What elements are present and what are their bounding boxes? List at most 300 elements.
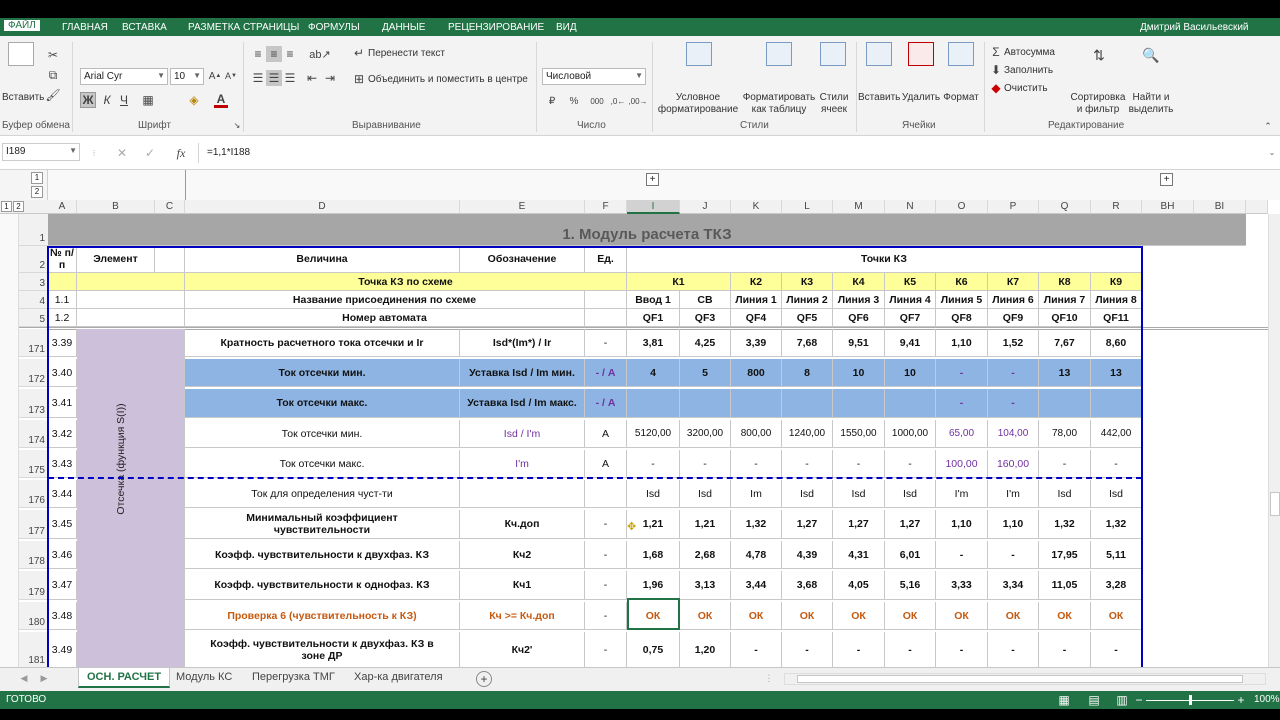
value-cell[interactable]: 1,68 <box>627 541 680 569</box>
row-label[interactable]: Кратность расчетного тока отсечки и Ir <box>185 329 460 357</box>
value-cell[interactable]: СВ <box>680 291 731 309</box>
currency-icon[interactable]: ₽ <box>548 95 556 107</box>
value-cell[interactable]: QF11 <box>1091 309 1142 327</box>
column-header[interactable]: C <box>155 200 185 214</box>
header-num[interactable]: № п/п <box>48 246 77 273</box>
value-cell[interactable]: 3,44 <box>731 571 782 600</box>
value-cell[interactable]: 5,11 <box>1091 541 1142 569</box>
conditional-format-button[interactable] <box>656 92 740 116</box>
point-header[interactable]: К6 <box>936 273 988 291</box>
value-cell[interactable]: QF9 <box>988 309 1039 327</box>
format-cells-icon[interactable] <box>948 42 974 66</box>
row-number[interactable]: 3.42 <box>48 420 77 448</box>
value-cell[interactable]: 3,39 <box>731 329 782 357</box>
value-cell[interactable]: 8 <box>782 359 833 387</box>
row-header[interactable]: 4 <box>19 291 48 309</box>
outline-col-level-2[interactable]: 2 <box>13 201 24 212</box>
value-cell[interactable]: 3,81 <box>627 329 680 357</box>
merge-icon[interactable]: ⊞ <box>353 72 365 86</box>
value-cell[interactable]: QF7 <box>885 309 936 327</box>
column-header[interactable]: BI <box>1194 200 1246 214</box>
value-cell[interactable]: Isd <box>885 480 936 508</box>
row-header[interactable]: 5 <box>19 309 48 327</box>
value-cell[interactable]: ОК <box>680 602 731 630</box>
value-cell[interactable]: 4,78 <box>731 541 782 569</box>
value-cell[interactable]: - <box>782 632 833 667</box>
format-cells-button[interactable]: Формат <box>943 92 979 103</box>
increase-font-icon[interactable]: A ▲ <box>208 70 222 82</box>
value-cell[interactable]: ОК <box>885 602 936 630</box>
value-cell[interactable]: 4 <box>627 359 680 387</box>
find-select-icon[interactable]: 🔍 <box>1142 46 1160 63</box>
copy-icon[interactable]: ⧉ <box>48 67 58 82</box>
row-unit[interactable]: - <box>585 632 627 667</box>
row-number[interactable]: 3.43 <box>48 450 77 478</box>
align-bottom-icon[interactable]: ≡ <box>286 47 294 61</box>
merge-center-button[interactable]: Объединить и поместить в центре <box>368 74 528 85</box>
value-cell[interactable]: ОК <box>936 602 988 630</box>
value-cell[interactable]: 17,95 <box>1039 541 1091 569</box>
row-number[interactable]: 1.2 <box>48 309 77 327</box>
value-cell[interactable]: 1240,00 <box>782 420 833 448</box>
row-number[interactable]: 3.49 <box>48 632 77 667</box>
enter-icon[interactable]: ✓ <box>144 146 156 160</box>
value-cell[interactable] <box>885 389 936 418</box>
vertical-scrollbar[interactable] <box>1268 214 1280 667</box>
point-header[interactable]: К8 <box>1039 273 1091 291</box>
row-number[interactable]: 3.47 <box>48 571 77 600</box>
value-cell[interactable]: Im <box>731 480 782 508</box>
value-cell[interactable]: QF4 <box>731 309 782 327</box>
row-label[interactable]: Коэфф. чувствительности к двухфаз. КЗ <box>185 541 460 569</box>
spreadsheet-grid[interactable] <box>0 170 1280 667</box>
column-header[interactable]: O <box>936 200 988 214</box>
insert-function-icon[interactable]: fx <box>176 145 186 160</box>
ribbon-tab[interactable]: ФОРМУЛЫ <box>308 22 360 33</box>
cell-styles-icon[interactable] <box>820 42 846 66</box>
row-number[interactable]: 3.39 <box>48 329 77 357</box>
value-cell[interactable]: - <box>1039 450 1091 478</box>
outline-level-2[interactable]: 2 <box>31 186 43 198</box>
zoom-in-icon[interactable]: + <box>1237 693 1245 707</box>
row-unit[interactable]: - <box>585 541 627 569</box>
point-header[interactable]: К4 <box>833 273 885 291</box>
value-cell[interactable]: Линия 2 <box>782 291 833 309</box>
row-number[interactable]: 3.45 <box>48 510 77 539</box>
value-cell[interactable]: 100,00 <box>936 450 988 478</box>
expand-formula-icon[interactable]: ⌄ <box>1268 147 1276 157</box>
value-cell[interactable]: 9,51 <box>833 329 885 357</box>
sheet-tab[interactable]: Перегрузка ТМГ <box>252 671 335 683</box>
value-cell[interactable]: Isd <box>1091 480 1142 508</box>
column-header[interactable]: I <box>627 200 680 214</box>
sheet-tab[interactable]: Модуль КС <box>176 671 233 683</box>
row-header[interactable]: 1 <box>19 214 48 246</box>
value-cell[interactable]: 5120,00 <box>627 420 680 448</box>
column-header[interactable]: R <box>1091 200 1142 214</box>
column-header[interactable]: P <box>988 200 1039 214</box>
value-cell[interactable]: ОК <box>1039 602 1091 630</box>
column-header[interactable]: Q <box>1039 200 1091 214</box>
align-right-icon[interactable]: ☰ <box>284 71 296 85</box>
align-middle-icon[interactable]: ≡ <box>266 46 282 62</box>
value-cell[interactable]: - <box>833 632 885 667</box>
value-cell[interactable]: - <box>885 450 936 478</box>
row-header[interactable]: 172 <box>19 359 48 387</box>
value-cell[interactable]: I'm <box>936 480 988 508</box>
value-cell[interactable]: 10 <box>885 359 936 387</box>
value-cell[interactable]: 4,05 <box>833 571 885 600</box>
number-format-combo[interactable] <box>542 68 646 85</box>
value-cell[interactable]: 442,00 <box>1091 420 1142 448</box>
insert-cells-button[interactable]: Вставить <box>858 92 901 103</box>
value-cell[interactable]: - <box>936 541 988 569</box>
value-cell[interactable]: Линия 6 <box>988 291 1039 309</box>
row-designation[interactable]: Кч >= Кч.доп <box>460 602 585 630</box>
value-cell[interactable]: 4,31 <box>833 541 885 569</box>
value-cell[interactable] <box>833 389 885 418</box>
delete-cells-icon[interactable] <box>908 42 934 66</box>
scroll-tabs-right-icon[interactable]: ▶ <box>40 672 48 683</box>
value-cell[interactable]: - <box>627 450 680 478</box>
value-cell[interactable]: 78,00 <box>1039 420 1091 448</box>
increase-indent-icon[interactable]: ⇥ <box>324 71 336 85</box>
header-unit[interactable]: Ед. <box>585 246 627 273</box>
row-header[interactable]: 177 <box>19 510 48 539</box>
value-cell[interactable] <box>1091 389 1142 418</box>
column-header[interactable]: K <box>731 200 782 214</box>
element-column[interactable] <box>77 329 185 667</box>
value-cell[interactable]: Isd <box>627 480 680 508</box>
value-cell[interactable]: 1,10 <box>936 510 988 539</box>
point-header[interactable]: К3 <box>782 273 833 291</box>
row-label[interactable]: Ток отсечки макс. <box>185 389 460 418</box>
row-header[interactable]: 171 <box>19 329 48 357</box>
value-cell[interactable]: 13 <box>1039 359 1091 387</box>
row-designation[interactable]: Кч2 <box>460 541 585 569</box>
vertical-scroll-thumb[interactable] <box>1270 492 1280 516</box>
value-cell[interactable]: 65,00 <box>936 420 988 448</box>
decrease-decimal-icon[interactable]: ,00→ <box>628 96 648 106</box>
column-header[interactable]: N <box>885 200 936 214</box>
value-cell[interactable]: ОК <box>988 602 1039 630</box>
row-unit[interactable] <box>585 480 627 508</box>
outline-col-level-1[interactable]: 1 <box>1 201 12 212</box>
value-cell[interactable]: - <box>731 632 782 667</box>
value-cell[interactable]: QF3 <box>680 309 731 327</box>
value-cell[interactable]: - <box>731 450 782 478</box>
ribbon-tab[interactable]: ДАННЫЕ <box>382 22 426 33</box>
find-select-button[interactable] <box>1126 92 1176 116</box>
value-cell[interactable] <box>627 389 680 418</box>
wrap-text-button[interactable]: Перенести текст <box>368 48 445 59</box>
value-cell[interactable]: Линия 7 <box>1039 291 1091 309</box>
value-cell[interactable]: ОК <box>1091 602 1142 630</box>
row-label[interactable]: Коэфф. чувствительности к двухфаз. КЗ в зоне ДР <box>185 632 460 667</box>
value-cell[interactable]: QF10 <box>1039 309 1091 327</box>
value-cell[interactable]: 5,16 <box>885 571 936 600</box>
value-cell[interactable]: 1,21 <box>627 510 680 539</box>
add-sheet-icon[interactable]: + <box>476 671 492 687</box>
font-name-combo[interactable] <box>80 68 168 85</box>
row-header[interactable]: 3 <box>19 273 48 291</box>
column-header[interactable]: J <box>680 200 731 214</box>
row-number[interactable]: 3.41 <box>48 389 77 418</box>
value-cell[interactable]: - <box>988 359 1039 387</box>
zoom-level[interactable]: 100% <box>1254 694 1280 705</box>
row-designation[interactable] <box>460 480 585 508</box>
row-unit[interactable]: - / А <box>585 389 627 418</box>
row-designation[interactable]: Isd / I'm <box>460 420 585 448</box>
value-cell[interactable]: 13 <box>1091 359 1142 387</box>
column-header[interactable]: E <box>460 200 585 214</box>
value-cell[interactable]: 10 <box>833 359 885 387</box>
value-cell[interactable] <box>782 389 833 418</box>
value-cell[interactable]: Isd <box>833 480 885 508</box>
header-quantity[interactable]: Величина <box>185 246 460 273</box>
value-cell[interactable]: 1,96 <box>627 571 680 600</box>
ribbon-tab[interactable]: РАЗМЕТКА СТРАНИЦЫ <box>188 22 300 33</box>
value-cell[interactable]: 1,10 <box>988 510 1039 539</box>
ribbon-tab[interactable]: ВИД <box>556 22 577 33</box>
delete-cells-button[interactable]: Удалить <box>901 92 941 103</box>
value-cell[interactable]: ОК <box>731 602 782 630</box>
value-cell[interactable]: 1,20 <box>680 632 731 667</box>
align-center-icon[interactable]: ☰ <box>266 70 282 86</box>
sheet-tab-active[interactable]: ОСН. РАСЧЕТ <box>78 668 170 688</box>
format-as-table-button[interactable] <box>742 92 816 116</box>
value-cell[interactable]: Isd <box>1039 480 1091 508</box>
value-cell[interactable]: 3,68 <box>782 571 833 600</box>
horizontal-scrollbar[interactable] <box>784 673 1266 685</box>
value-cell[interactable]: 2,68 <box>680 541 731 569</box>
sheet-tab[interactable]: Хар-ка двигателя <box>354 671 443 683</box>
value-cell[interactable]: - <box>936 359 988 387</box>
autosum-button[interactable]: Автосумма <box>1004 47 1055 58</box>
value-cell[interactable]: Линия 1 <box>731 291 782 309</box>
orientation-icon[interactable]: ab↗ <box>309 48 331 61</box>
fill-color-icon[interactable]: ◈ <box>189 93 199 107</box>
paste-icon[interactable] <box>8 42 34 66</box>
cell[interactable] <box>48 273 77 291</box>
value-cell[interactable]: ОК <box>627 602 680 630</box>
row-designation[interactable]: Уставка Isd / Im мин. <box>460 359 585 387</box>
expand-group-button[interactable]: + <box>646 173 659 186</box>
value-cell[interactable]: Линия 5 <box>936 291 988 309</box>
value-cell[interactable]: 104,00 <box>988 420 1039 448</box>
value-cell[interactable]: 7,68 <box>782 329 833 357</box>
row-label[interactable]: Название присоединения по схеме <box>185 291 585 309</box>
autosum-icon[interactable]: Σ <box>992 45 1000 59</box>
row-header[interactable]: 176 <box>19 480 48 508</box>
row-unit[interactable]: - <box>585 602 627 630</box>
row-designation[interactable]: I'm <box>460 450 585 478</box>
point-header[interactable]: К2 <box>731 273 782 291</box>
row-designation[interactable]: Кч1 <box>460 571 585 600</box>
row-header[interactable]: 178 <box>19 541 48 569</box>
value-cell[interactable]: 160,00 <box>988 450 1039 478</box>
paste-button[interactable]: Вставить <box>2 92 45 103</box>
outline-level-1[interactable]: 1 <box>31 172 43 184</box>
value-cell[interactable]: ОК <box>782 602 833 630</box>
value-cell[interactable]: 1,27 <box>833 510 885 539</box>
row-designation[interactable]: Кч.доп <box>460 510 585 539</box>
value-cell[interactable]: 0,75 <box>627 632 680 667</box>
zoom-out-icon[interactable]: − <box>1135 693 1143 707</box>
ribbon-tab[interactable]: ФАЙЛ <box>4 20 40 31</box>
value-cell[interactable]: 3,28 <box>1091 571 1142 600</box>
value-cell[interactable]: 1,32 <box>1091 510 1142 539</box>
point-k1[interactable]: К1 <box>627 273 731 291</box>
value-cell[interactable]: I'm <box>988 480 1039 508</box>
value-cell[interactable]: 1,32 <box>731 510 782 539</box>
row-header[interactable]: 174 <box>19 420 48 448</box>
format-painter-icon[interactable]: 🖌 <box>45 88 61 102</box>
underline-button[interactable]: Ч <box>120 93 128 107</box>
clear-icon[interactable]: ◆ <box>991 81 1001 95</box>
row-unit[interactable]: А <box>585 420 627 448</box>
value-cell[interactable] <box>1039 389 1091 418</box>
value-cell[interactable]: 3,33 <box>936 571 988 600</box>
value-cell[interactable]: - <box>885 632 936 667</box>
zoom-slider-thumb[interactable] <box>1189 695 1192 705</box>
value-cell[interactable]: 11,05 <box>1039 571 1091 600</box>
value-cell[interactable]: Ввод 1 <box>627 291 680 309</box>
font-color-icon[interactable]: A <box>214 92 228 108</box>
page-layout-view-icon[interactable]: ▤ <box>1088 693 1100 707</box>
formula-input[interactable]: =1,1*I188 <box>198 143 1268 163</box>
fill-button[interactable]: Заполнить <box>1004 65 1054 76</box>
cell[interactable] <box>77 309 185 327</box>
row-label[interactable]: Ток отсечки мин. <box>185 359 460 387</box>
ribbon-tab[interactable]: РЕЦЕНЗИРОВАНИЕ <box>448 22 545 33</box>
value-cell[interactable]: ОК <box>833 602 885 630</box>
user-name[interactable]: Дмитрий Васильевский <box>1140 22 1249 33</box>
value-cell[interactable]: 1,10 <box>936 329 988 357</box>
value-cell[interactable]: 5 <box>680 359 731 387</box>
ribbon-tab[interactable]: ВСТАВКА <box>122 22 167 33</box>
value-cell[interactable]: - <box>833 450 885 478</box>
row-number[interactable]: 3.40 <box>48 359 77 387</box>
value-cell[interactable]: - <box>988 541 1039 569</box>
cell[interactable] <box>585 291 627 309</box>
decrease-font-icon[interactable]: A ▼ <box>225 71 237 81</box>
value-cell[interactable]: 4,25 <box>680 329 731 357</box>
value-cell[interactable]: QF1 <box>627 309 680 327</box>
value-cell[interactable]: Isd <box>782 480 833 508</box>
value-cell[interactable]: 1,27 <box>782 510 833 539</box>
value-cell[interactable]: 3,13 <box>680 571 731 600</box>
value-cell[interactable]: QF6 <box>833 309 885 327</box>
clear-button[interactable]: Очистить <box>1004 83 1048 94</box>
horizontal-scroll-thumb[interactable] <box>797 675 1243 683</box>
fill-icon[interactable]: ⬇ <box>990 63 1002 77</box>
value-cell[interactable] <box>680 389 731 418</box>
row-label[interactable]: Минимальный коэффициент чувствительности <box>185 510 460 539</box>
row-designation[interactable]: Уставка Isd / Im макс. <box>460 389 585 418</box>
row-designation[interactable]: Isd*(Im*) / Ir <box>460 329 585 357</box>
format-as-table-icon[interactable] <box>766 42 792 66</box>
value-cell[interactable]: Isd <box>680 480 731 508</box>
value-cell[interactable]: - <box>1091 632 1142 667</box>
align-left-icon[interactable]: ☰ <box>252 71 264 85</box>
header-designation[interactable]: Обозначение <box>460 246 585 273</box>
font-size-combo[interactable] <box>170 68 204 85</box>
cut-icon[interactable]: ✂ <box>47 48 59 62</box>
row-header[interactable]: 175 <box>19 450 48 478</box>
point-header[interactable]: К5 <box>885 273 936 291</box>
value-cell[interactable]: - <box>680 450 731 478</box>
row-unit[interactable]: - <box>585 510 627 539</box>
column-header[interactable]: D <box>185 200 460 214</box>
row-label[interactable]: Номер автомата <box>185 309 585 327</box>
row-number[interactable]: 3.48 <box>48 602 77 630</box>
row-header[interactable]: 2 <box>19 246 48 273</box>
name-box[interactable] <box>2 143 80 161</box>
row-header[interactable]: 181 <box>19 632 48 667</box>
expand-group-button[interactable]: + <box>1160 173 1173 186</box>
column-header[interactable]: B <box>77 200 155 214</box>
column-header[interactable]: BH <box>1142 200 1194 214</box>
row-number[interactable]: 3.44 <box>48 480 77 508</box>
thousands-icon[interactable]: 000 <box>590 96 604 106</box>
cell[interactable] <box>77 273 185 291</box>
column-header[interactable]: L <box>782 200 833 214</box>
row-unit[interactable]: - <box>585 571 627 600</box>
column-header[interactable]: M <box>833 200 885 214</box>
bold-button[interactable]: Ж <box>80 92 96 108</box>
value-cell[interactable]: 4,39 <box>782 541 833 569</box>
value-cell[interactable]: 8,60 <box>1091 329 1142 357</box>
cell[interactable] <box>77 291 185 309</box>
value-cell[interactable]: QF8 <box>936 309 988 327</box>
increase-decimal-icon[interactable]: ,0← <box>610 96 626 106</box>
row-label[interactable]: Ток отсечки макс. <box>185 450 460 478</box>
row3-label[interactable]: Точка КЗ по схеме <box>185 273 627 291</box>
row-designation[interactable]: Кч2' <box>460 632 585 667</box>
value-cell[interactable]: 1,32 <box>1039 510 1091 539</box>
value-cell[interactable]: - <box>782 450 833 478</box>
value-cell[interactable]: Линия 8 <box>1091 291 1142 309</box>
row-unit[interactable]: - <box>585 329 627 357</box>
tab-split-handle-icon[interactable]: ⋮ <box>764 672 774 683</box>
row-header[interactable]: 179 <box>19 571 48 600</box>
value-cell[interactable]: 1,52 <box>988 329 1039 357</box>
header-element[interactable]: Элемент <box>77 246 155 273</box>
dialog-launcher-icon[interactable]: ↘ <box>233 120 241 130</box>
value-cell[interactable]: QF5 <box>782 309 833 327</box>
value-cell[interactable]: - <box>936 632 988 667</box>
row-unit[interactable]: А <box>585 450 627 478</box>
cancel-icon[interactable]: ✕ <box>116 146 128 160</box>
align-top-icon[interactable]: ≡ <box>254 47 262 61</box>
value-cell[interactable]: 6,01 <box>885 541 936 569</box>
row-label[interactable]: Коэфф. чувствительности к однофаз. КЗ <box>185 571 460 600</box>
conditional-format-icon[interactable] <box>686 42 712 66</box>
ribbon-tab[interactable]: ГЛАВНАЯ <box>62 22 108 33</box>
value-cell[interactable]: 1,21 <box>680 510 731 539</box>
wrap-text-icon[interactable]: ↵ <box>353 46 365 60</box>
value-cell[interactable]: 3,34 <box>988 571 1039 600</box>
header-points[interactable]: Точки КЗ <box>627 246 1142 273</box>
decrease-indent-icon[interactable]: ⇤ <box>306 71 318 85</box>
row-label[interactable]: Проверка 6 (чувствительность к КЗ) <box>185 602 460 630</box>
value-cell[interactable] <box>731 389 782 418</box>
row-unit[interactable]: - / А <box>585 359 627 387</box>
row-label[interactable]: Ток отсечки мин. <box>185 420 460 448</box>
cell[interactable] <box>155 246 185 273</box>
sort-filter-icon[interactable]: ⇅ <box>1093 46 1105 63</box>
